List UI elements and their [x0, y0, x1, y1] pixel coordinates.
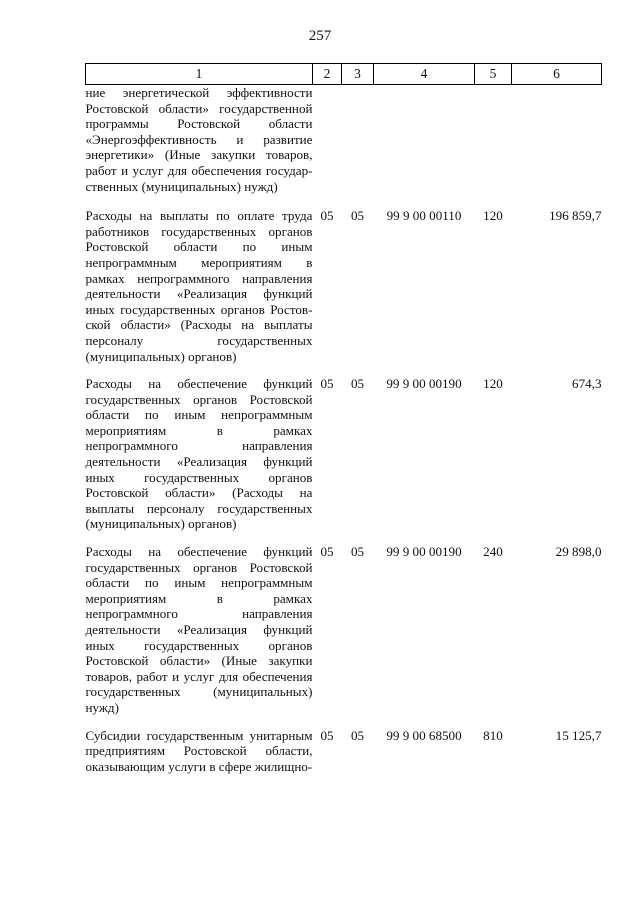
column-header-4: 4 [374, 64, 475, 85]
table-row [86, 376, 602, 544]
page-number: 257 [308, 28, 332, 44]
row-subsection-code: 05 [350, 376, 365, 392]
column-header-5: 5 [475, 64, 512, 85]
row-expense-type [475, 85, 512, 209]
row-target-article: 99 9 00 00190 [386, 544, 462, 560]
row-expense-type: 120 [483, 376, 503, 392]
row-target-article: 99 9 00 68500 [386, 727, 462, 743]
row-target-article: 99 9 00 00110 [386, 208, 462, 224]
row-section-code: 05 [320, 376, 334, 392]
row-description: Расходы на обеспечение функций государственных органов Ростовской области по иным непрограммным мероприятиям в рамках непрограммного направления деятельности «Реализация функций иных государственных органов Ростовской области» (Иные закупки товаров, работ и услуг для обеспечения государственных (муниципальных) нужд) [85, 544, 313, 715]
row-subsection-code: 05 [350, 208, 365, 224]
row-subsection-code: 05 [350, 544, 365, 560]
column-header-2: 2 [313, 64, 342, 85]
table-row [86, 85, 602, 209]
row-target-article: 99 9 00 00190 [386, 376, 462, 392]
row-section-code [313, 85, 342, 209]
table-row [86, 544, 602, 728]
table-header-row [86, 64, 602, 85]
row-expense-type: 240 [483, 544, 503, 560]
row-expense-type: 120 [483, 208, 503, 224]
row-amount [512, 85, 602, 209]
budget-table [85, 63, 602, 786]
row-description: Расходы на обеспечение функций государственных органов Ростовской области по иным непрограммным мероприятиям в рамках непрограммного направления деятельности «Реализация функций иных государственных органов Ростовской области» (Расходы на выплаты персоналу государственных (муниципальных) органов) [85, 376, 313, 532]
row-section-code: 05 [320, 727, 334, 743]
row-section-code: 05 [320, 208, 334, 224]
row-description: Субсидии государственным унитарным предприятиям Ростовской области, оказывающим услуги в сфере жилищно- [85, 727, 313, 774]
row-section-code: 05 [320, 544, 334, 560]
row-amount: 29 898,0 [555, 544, 602, 560]
row-amount: 15 125,7 [555, 727, 602, 743]
table-row [86, 728, 602, 787]
column-header-1: 1 [86, 64, 313, 85]
column-header-3: 3 [342, 64, 374, 85]
row-subsection-code: 05 [350, 727, 365, 743]
row-target-article [374, 85, 475, 209]
column-header-6: 6 [512, 64, 602, 85]
row-expense-type: 810 [483, 727, 503, 743]
row-description: Расходы на выплаты по оплате труда работников государственных органов Ростовской области по иным непрограммным мероприятиям в рамках непрограммного направления деятельности «Реализация функций иных государственных органов Ростовской области» (Расходы на выплаты персоналу государственных (муниципальных) органов) [85, 208, 313, 364]
row-description: ние энергетической эффективности Ростовской области» государственной программы Ростовской области «Энергоэффективность и развитие энергетики» (Иные закупки товаров, работ и услуг для обеспечения государственных (муниципальных) нужд) [85, 85, 313, 194]
row-amount: 674,3 [572, 376, 602, 392]
table-row [86, 208, 602, 376]
row-amount: 196 859,7 [549, 208, 602, 224]
row-subsection-code [342, 85, 374, 209]
